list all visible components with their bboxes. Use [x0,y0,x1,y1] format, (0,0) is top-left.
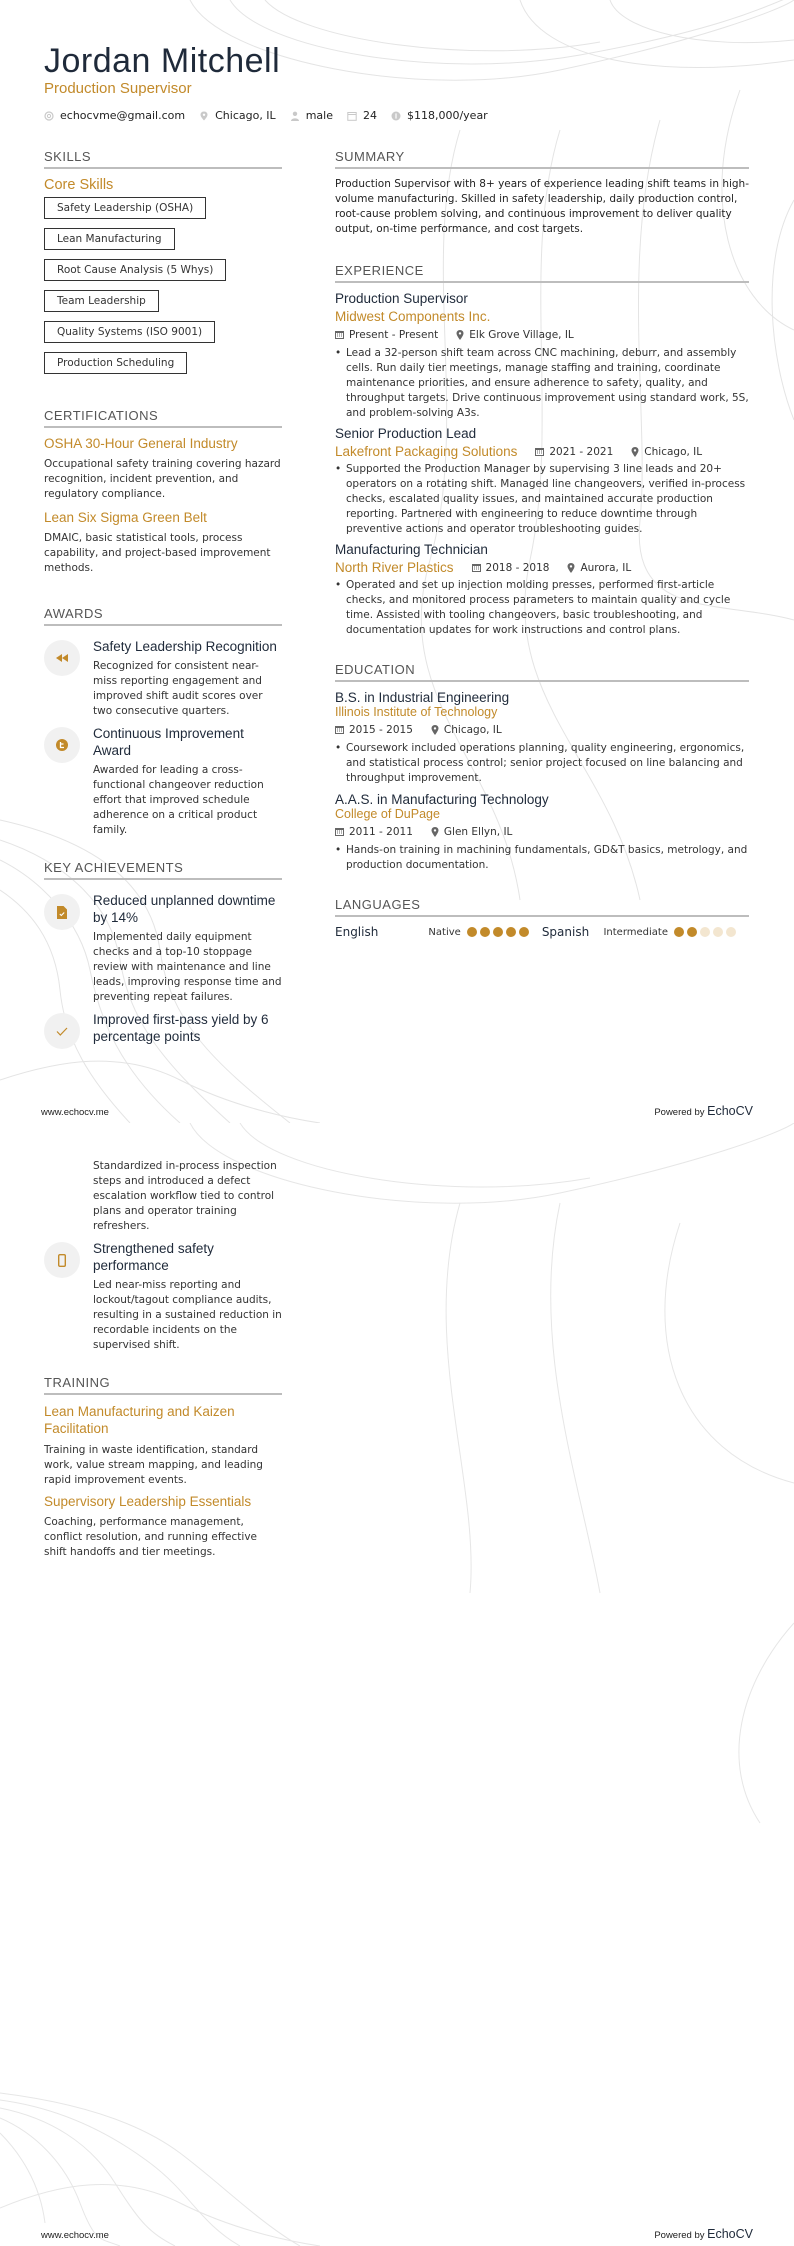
language-level: Intermediate [603,926,668,938]
job-title: Senior Production Lead [335,426,477,441]
languages-heading: LANGUAGES [335,897,749,917]
skills-list [44,197,282,383]
education-item: A.A.S. in Manufacturing Technology College of DuPage 2011 - 2011 Glen Ellyn, IL • Hands-on training in machining fundamentals, GD&T basics, metrology, and production documentation. [335,792,748,871]
language-name: English [335,925,379,939]
languages-row [335,925,749,939]
location-pin-icon [199,111,209,121]
phone-icon [44,1242,80,1278]
skills-group-title: Core Skills [44,177,114,193]
website-link[interactable]: www.echocv.me [41,2230,109,2241]
achievements-heading: KEY ACHIEVEMENTS [44,860,282,880]
achievement-desc: Implemented daily equipment checks and a top-10 stoppage review with maintenance and line leads, improving response time and preventing repeat failures. [93,931,282,1003]
training-title: Lean Manufacturing and Kaizen Facilitation [44,1404,235,1436]
skill-chip: Team Leadership [44,290,159,312]
achievement-title: Improved first-pass yield by 6 percentage points [93,1012,269,1044]
contact-gender [290,109,333,122]
awards-section [44,606,282,838]
languages-section [335,897,749,939]
skill-chip: Root Cause Analysis (5 Whys) [44,259,226,281]
language-proficiency-dots [674,927,739,937]
education-location: Glen Ellyn, IL [443,825,513,838]
summary-heading: SUMMARY [335,149,749,169]
certification-title: OSHA 30-Hour General Industry [44,436,238,451]
experience-heading: EXPERIENCE [335,263,749,283]
language-name: Spanish [541,925,590,939]
award-title: Safety Leadership Recognition [93,639,277,654]
job-meta [335,329,592,341]
job-location: Aurora, IL [580,561,632,574]
school-name: College of DuPage [335,807,440,821]
education-bullet: Coursework included operations planning, quality engineering, ergonomics, and statistical process control; senior project focused on line balancing and throughput improvement. [346,742,745,784]
email-text: echocvme@gmail.com [60,109,186,122]
rewind-icon [44,640,80,676]
website-link[interactable]: www.echocv.me [41,1107,109,1118]
achievement-title: Strengthened safety performance [93,1241,214,1273]
coin-icon [44,727,80,763]
education-dates: 2015 - 2015 [349,723,413,736]
age-text: 24 [362,109,377,122]
calendar-icon [335,827,344,836]
location-pin-icon [631,447,639,457]
certification-desc: DMAIC, basic statistical tools, process capability, and project-based improvement methods. [44,532,271,574]
candidate-name: Jordan Mitchell [44,42,281,80]
education-section [335,662,749,873]
location-pin-icon [567,563,575,573]
page-footer [41,1104,753,1118]
skill-chip: Production Scheduling [44,352,187,374]
job-bullet: Supported the Production Manager by supervising 3 line leads and 20+ operators on a rotating shift. Managed line changeovers, verified in-process checks, escalated quality issues, and maintained accurate production reporting. Partnered with engineering to reduce downtime through preventive actions and operator troubleshooting guides. [346,463,746,535]
degree-title: B.S. in Industrial Engineering [335,690,510,705]
file-check-icon [44,894,80,930]
contact-email[interactable] [44,109,185,122]
skills-heading: SKILLS [44,149,282,169]
company-name: Lakefront Packaging Solutions [335,444,518,459]
job-dates: Present - Present [349,328,439,341]
school-name: Illinois Institute of Technology [335,705,498,719]
education-item: B.S. in Industrial Engineering Illinois Institute of Technology 2015 - 2015 Chicago, IL • Coursework included operations planning, quality engineering, ergonomics, and statistical process control; senior project focused on line balancing and throughput improvement. [335,690,749,786]
location-text: Chicago, IL [215,109,276,122]
summary-text: Production Supervisor with 8+ years of experience leading shift teams in high-volume manufacturing. Skilled in safety leadership, daily production control, root-cause problem solving, and continuous improvement to deliver quality output, on-time performance, and cost targets. [335,178,749,235]
calendar-icon [335,725,344,734]
left-column [44,149,282,1055]
resume-page-2 [0,1123,794,2246]
job-dates: 2021 - 2021 [549,445,614,458]
job-dates: 2018 - 2018 [485,561,550,574]
achievement-item [44,1240,282,1353]
powered-by [654,1104,753,1118]
experience-item: Manufacturing Technician North River Plastics 2018 - 2018 Aurora, IL • Operated and set up injection molding presses, performed first-article checks, and monitored process parameters to maintain quality and cycle time. Assisted with tooling changeovers, basic troubleshooting, and documentation updates for work instructions and control plans. [335,542,749,638]
money-icon [391,111,401,121]
company-name: North River Plastics [335,560,454,575]
training-heading: TRAINING [44,1375,282,1395]
job-location: Elk Grove Village, IL [469,328,574,341]
job-bullet: Lead a 32-person shift team across CNC machining, deburr, and assembly cells. Run daily tier meetings, manage staffing and training, coordinate maintenance priorities, and ensure adherence to safety, quality, and throughput targets. Drive continuous improvement using standard work, 5S, and problem-solving A3s. [346,347,749,419]
check-icon [44,1013,80,1049]
education-heading: EDUCATION [335,662,749,682]
training-section [44,1375,282,1560]
skill-chip: Lean Manufacturing [44,228,175,250]
left-column-continued [44,1159,282,1560]
job-location: Chicago, IL [644,445,703,458]
contact-row [44,109,502,122]
summary-section [335,149,749,237]
page-footer [41,2227,753,2241]
education-dates: 2011 - 2011 [349,825,413,838]
achievements-section [44,860,282,1049]
certifications-heading: CERTIFICATIONS [44,408,282,428]
salary-text: $118,000/year [406,109,488,122]
brand-name: EchoCV [707,2227,753,2241]
gender-text: male [305,109,333,122]
contact-salary [391,109,488,122]
job-meta [535,446,720,458]
job-meta [472,562,650,574]
powered-by-prefix: Powered by [654,2230,705,2241]
achievement-title: Reduced unplanned downtime by 14% [93,893,276,925]
achievement-desc: Standardized in-process inspection steps and introduced a defect escalation workflow tied to control plans and operator training refreshers. [93,1160,277,1232]
language-level: Native [428,926,461,938]
awards-heading: AWARDS [44,606,282,626]
training-desc: Coaching, performance management, conflict resolution, and running effective shift handoffs and tier meetings. [44,1516,257,1558]
training-desc: Training in waste identification, standard work, value stream mapping, and leading rapid improvement events. [44,1444,263,1486]
achievement-item [44,892,282,1005]
calendar-icon [535,447,544,456]
powered-by-prefix: Powered by [654,1107,705,1118]
education-meta [335,826,530,838]
calendar-icon [472,563,481,572]
award-desc: Recognized for consistent near-miss reporting engagement and improved shift audit scores over two consecutive quarters. [93,660,263,717]
experience-item: Senior Production Lead Lakefront Packaging Solutions 2021 - 2021 Chicago, IL • Supported the Production Manager by supervising 3 line leads and 20+ operators on a rotating shift. Managed line changeovers, verified in-process checks, escalated quality issues, and maintained accurate production reporting. Partnered with engineering to reduce downtime through preventive actions and operator troubleshooting guides. [335,426,749,537]
training-title: Supervisory Leadership Essentials [44,1494,252,1509]
achievement-item-continued [44,1159,282,1234]
candidate-title: Production Supervisor [44,80,192,97]
company-name: Midwest Components Inc. [335,309,491,324]
award-item [44,725,282,838]
contact-location [199,109,276,122]
job-title: Production Supervisor [335,291,468,306]
education-bullet: Hands-on training in machining fundamentals, GD&T basics, metrology, and production documentation. [346,844,748,871]
certification-title: Lean Six Sigma Green Belt [44,510,207,525]
contact-age [347,109,377,122]
powered-by [654,2227,753,2241]
certifications-section [44,408,282,576]
certification-desc: Occupational safety training covering hazard recognition, incident prevention, and regulatory compliance. [44,458,281,500]
brand-name: EchoCV [707,1104,753,1118]
calendar-icon [335,330,344,339]
job-title: Manufacturing Technician [335,542,488,557]
skills-section [44,149,282,383]
location-pin-icon [431,725,439,735]
location-pin-icon [431,827,439,837]
skill-chip: Safety Leadership (OSHA) [44,197,206,219]
job-bullet: Operated and set up injection molding presses, performed first-article checks, and monitored process parameters to maintain quality and cycle time. Assisted with tooling changeovers, basic troubleshooting, and documentation updates for work instructions and control plans. [346,579,731,636]
user-icon [290,111,300,121]
education-meta [335,724,520,736]
location-pin-icon [456,330,464,340]
right-column [335,149,749,939]
degree-title: A.A.S. in Manufacturing Technology [335,792,549,807]
achievement-item [44,1011,282,1049]
award-desc: Awarded for leading a cross-functional changeover reduction effort that improved schedule adherence on a critical product family. [93,764,264,836]
award-item [44,638,282,719]
experience-section [335,263,749,638]
achievement-desc: Led near-miss reporting and lockout/tagout compliance audits, resulting in a sustained reduction in recordable incidents on the supervised shift. [93,1279,282,1351]
award-title: Continuous Improvement Award [93,726,244,758]
at-icon [44,111,54,121]
experience-item: Production Supervisor Midwest Components Inc. Present - Present Elk Grove Village, IL • Lead a 32-person shift team across CNC machining, deburr, and assembly cells. Run daily tier meetings, manage staffing and training, coordinate maintenance priorities, and ensure adherence to safety, quality, and throughput targets. Drive continuous improvement using standard work, 5S, and problem-solving A3s. [335,291,749,419]
language-proficiency-dots [467,927,532,937]
skill-chip: Quality Systems (ISO 9001) [44,321,215,343]
education-location: Chicago, IL [443,723,502,736]
calendar-icon [347,111,357,121]
